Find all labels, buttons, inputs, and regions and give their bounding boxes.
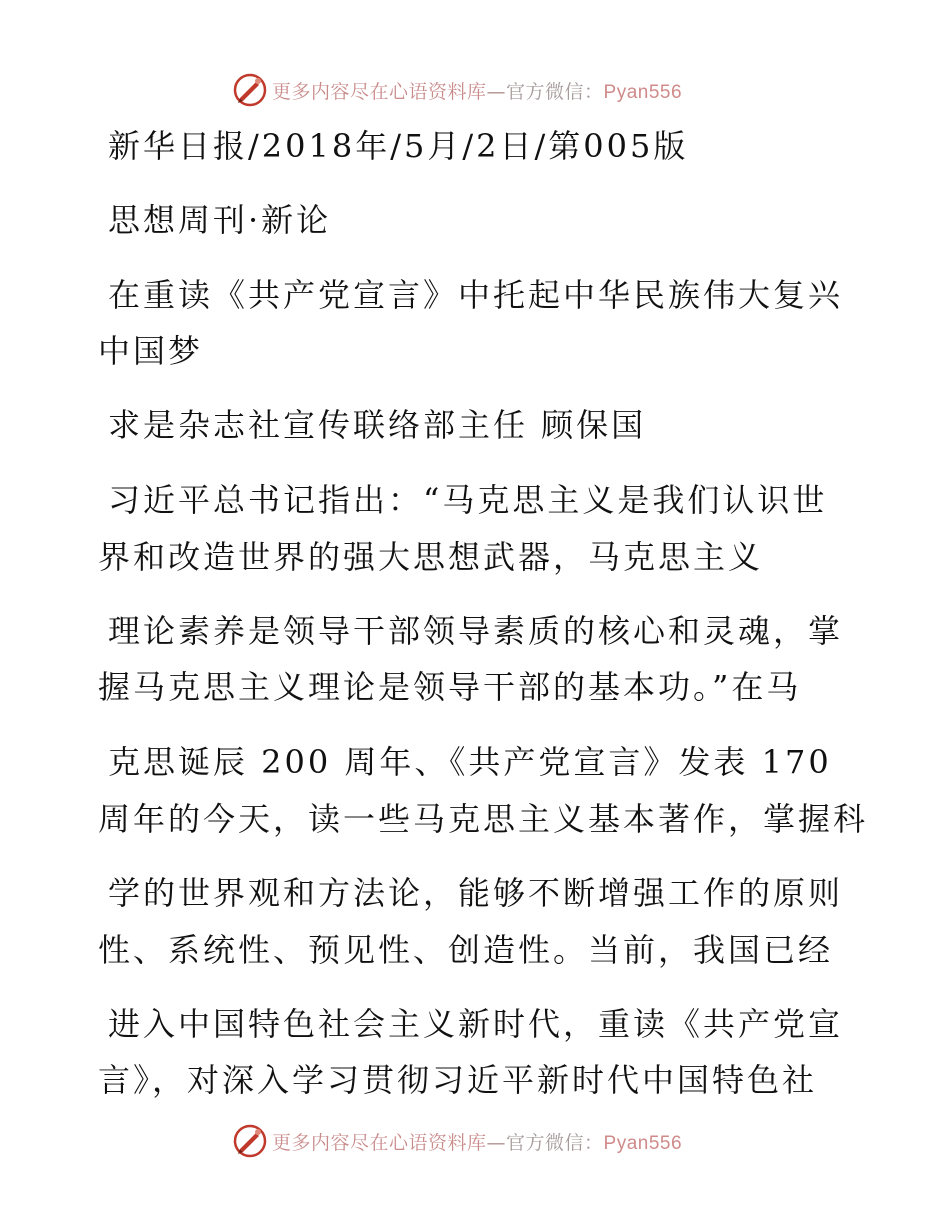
watermark-text: 更多内容尽在心语资料库 (272, 1131, 487, 1154)
article-paragraph-line: 习近平总书记指出：“马克思主义是我们认识世 (108, 481, 828, 519)
article-paragraph-line: 学的世界观和方法论，能够不断增强工作的原则 (108, 874, 844, 912)
watermark-wechat-id: Pyan556 (603, 81, 683, 103)
watermark-text: 更多内容尽在心语资料库 (272, 80, 487, 103)
article-paragraph-line: 性、系统性、预见性、创造性。当前，我国已经 (98, 931, 834, 969)
article-paragraph-line: 言》，对深入学习贯彻习近平新时代中国特色社 (98, 1061, 818, 1099)
article-paragraph-line: 进入中国特色社会主义新时代，重读《共产党宣 (108, 1005, 844, 1043)
watermark-dash: — (486, 1131, 507, 1154)
article-paragraph-line: 握马克思主义理论是领导干部的基本功。”在马 (98, 668, 802, 706)
footer-watermark (232, 1121, 682, 1161)
article-title-line-2: 中国梦 (98, 332, 204, 370)
pen-logo-icon (232, 1123, 268, 1159)
article-column-label: 思想周刊·新论 (108, 201, 332, 239)
article-paragraph-line: 理论素养是领导干部领导素质的核心和灵魂，掌 (108, 612, 844, 650)
watermark-wechat-label: 官方微信： (506, 80, 604, 103)
watermark-wechat-id: Pyan556 (603, 1132, 683, 1154)
header-watermark (232, 70, 682, 110)
article-source-line: 新华日报/2018年/5月/2日/第005版 (108, 127, 689, 165)
article-paragraph-line: 周年的今天，读一些马克思主义基本著作，掌握科 (98, 800, 869, 838)
article-paragraph-line: 克思诞辰 200 周年、《共产党宣言》发表 170 (108, 743, 832, 781)
pen-logo-icon (232, 72, 268, 108)
article-author-line: 求是杂志社宣传联络部主任 顾保国 (108, 406, 647, 444)
watermark-dash: — (486, 80, 507, 103)
article-title-line-1: 在重读《共产党宣言》中托起中华民族伟大复兴 (108, 276, 844, 314)
article-paragraph-line: 界和改造世界的强大思想武器，马克思主义 (98, 538, 764, 576)
watermark-wechat-label: 官方微信： (506, 1131, 604, 1154)
